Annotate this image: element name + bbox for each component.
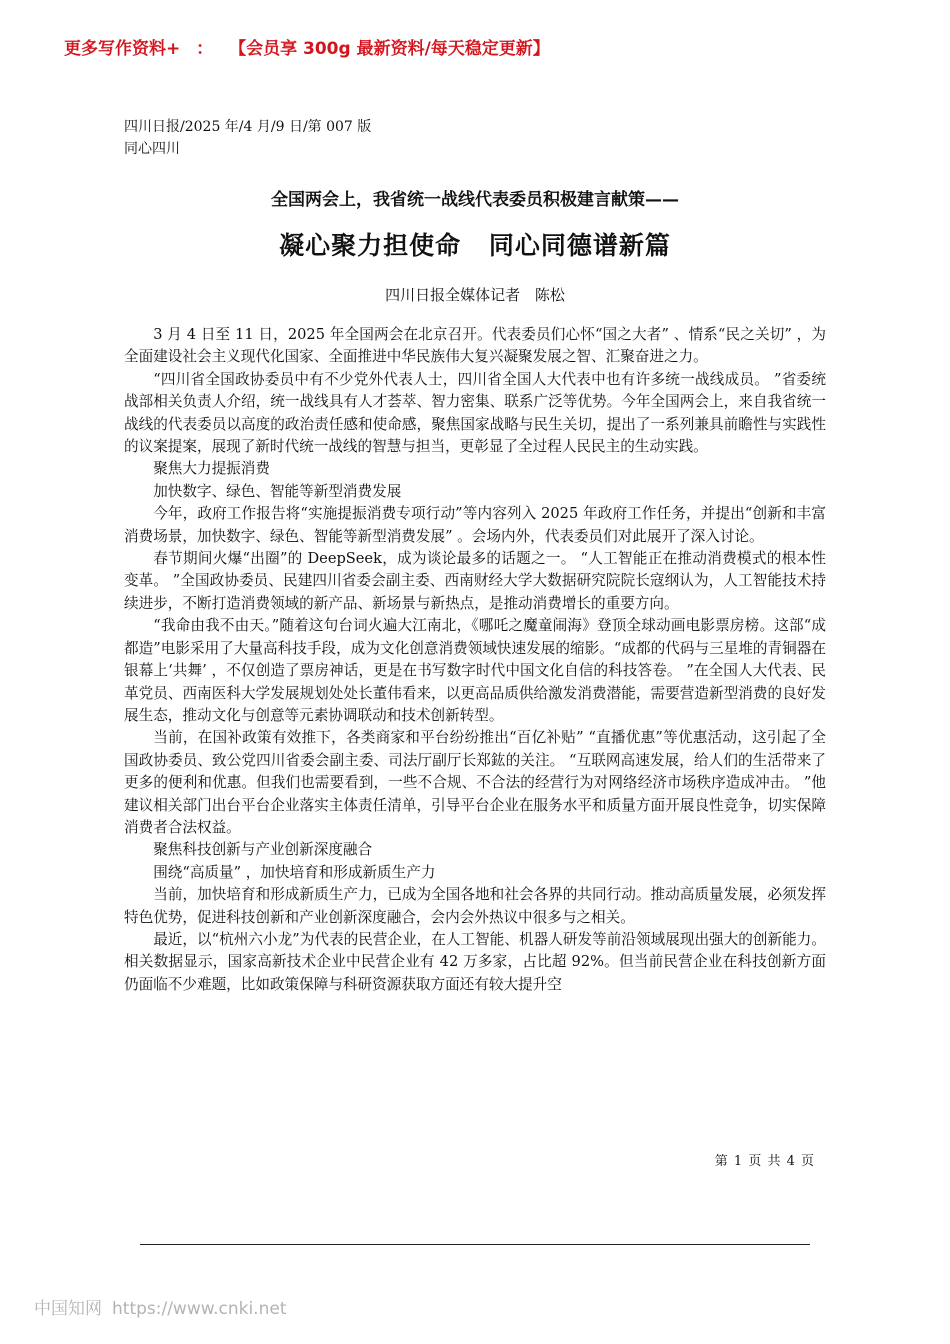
promo-left-text: 更多写作资料+ [64, 39, 181, 59]
source-line: 四川日报/2025 年/4 月/9 日/第 007 版同心四川 [124, 119, 372, 157]
section-subheading: 围绕“高质量” ，加快培育和形成新质生产力 [153, 863, 436, 881]
watermark-url: https://www.cnki.net [112, 1299, 287, 1319]
article-body [124, 324, 826, 996]
paragraph: 当前，加快培育和形成新质生产力，已成为全国各地和社会各界的共同行动。推动高质量发展，必须发挥特色优势，促进科技创新和产业创新深度融合，会内会外热议中很多与之相关。 [124, 886, 826, 926]
section-subheading: 加快数字、绿色、智能等新型消费发展 [153, 482, 402, 500]
paragraph: 春节期间火爆“出圈”的 DeepSeek，成为谈论最多的话题之一。 “人工智能正在推动消费模式的根本性变革。 ”全国政协委员、民建四川省委会副主委、西南财经大学大数据研究院院长寇纲认为，人工智能技术持续进步，不断打造消费领域的新产品、新场景与新热点，是推动消费增长的重要方向。 [124, 550, 826, 612]
promo-separator: ： [196, 39, 214, 59]
paragraph: 最近，以“杭州六小龙”为代表的民营企业，在人工智能、机器人研发等前沿领域展现出强大的创新能力。相关数据显示，国家高新技术企业中民营企业有 42 万多家，占比超 92%。但当前民营企业在科技创新方面仍面临不少难题，比如政策保障与科研资源获取方面还有较大提升空 [124, 930, 826, 993]
footer-divider [140, 1244, 810, 1245]
article-title: 凝心聚力担使命 同心同德谱新篇 [279, 231, 671, 260]
cnki-watermark [34, 1294, 286, 1319]
paragraph: “我命由我不由天。”随着这句台词火遍大江南北，《哪吒之魔童闹海》登顶全球动画电影票房榜。这部“成都造”电影采用了大量高科技手段，成为文化创意消费领域快速发展的缩影。“成都的代码与三星堆的青铜器在银幕上‘共舞’ ，不仅创造了票房神话，更是在书写数字时代中国文化自信的科技答卷。 ”在全国人大代表、民革党员、西南医科大学发展规划处处长董伟看来，以更高品质供给激发消费潜能，需要营造新型消费的良好发展生态，推动文化与创意等元素协调联动和技术创新转型。 [124, 617, 826, 724]
article-byline: 四川日报全媒体记者 陈松 [385, 286, 565, 304]
section-heading: 聚焦大力提振消费 [153, 460, 270, 478]
paragraph: 3 月 4 日至 11 日，2025 年全国两会在北京召开。代表委员们心怀“国之大者” 、情系“民之关切” ，为全面建设社会主义现代化国家、全面推进中华民族伟大复兴凝聚发展之智、汇聚奋进之力。 [124, 326, 826, 366]
watermark-brand: 中国知网 [34, 1299, 102, 1319]
paragraph: “四川省全国政协委员中有不少党外代表人士，四川省全国人大代表中也有许多统一战线成员。 ”省委统战部相关负责人介绍，统一战线具有人才荟萃、智力密集、联系广泛等优势。今年全国两会上，来自我省统一战线的代表委员以高度的政治责任感和使命感，聚焦国家战略与民生关切，提出了一系列兼具前瞻性与实践性的议案提案，展现了新时代统一战线的智慧与担当，更彰显了全过程人民民主的生动实践。 [124, 370, 826, 456]
paragraph: 当前，在国补政策有效推下，各类商家和平台纷纷推出“百亿补贴” “直播优惠”等优惠活动，这引起了全国政协委员、致公党四川省委会副主委、司法厅副厅长郑鈜的关注。 “互联网高速发展，给人们的生活带来了更多的便利和优惠。但我们也需要看到，一些不合规、不合法的经营行为对网络经济市场秩序造成冲击。 ”他建议相关部门出台平台企业落实主体责任清单，引导平台企业在服务水平和质量方面开展良性竞争，切实保障消费者合法权益。 [124, 729, 826, 836]
paragraph: 今年，政府工作报告将“实施提振消费专项行动”等内容列入 2025 年政府工作任务，并提出“创新和丰富消费场景，加快数字、绿色、智能等新型消费发展” 。会场内外，代表委员们对此展开了深入讨论。 [124, 505, 826, 545]
article-subtitle: 全国两会上，我省统一战线代表委员积极建言献策—— [271, 190, 679, 210]
promo-right-text: 【会员享 300g 最新资料/每天稳定更新】 [229, 39, 550, 59]
page-number: 第 1 页 共 4 页 [714, 1154, 814, 1169]
promo-banner[interactable] [64, 34, 550, 59]
section-heading: 聚焦科技创新与产业创新深度融合 [153, 841, 373, 859]
